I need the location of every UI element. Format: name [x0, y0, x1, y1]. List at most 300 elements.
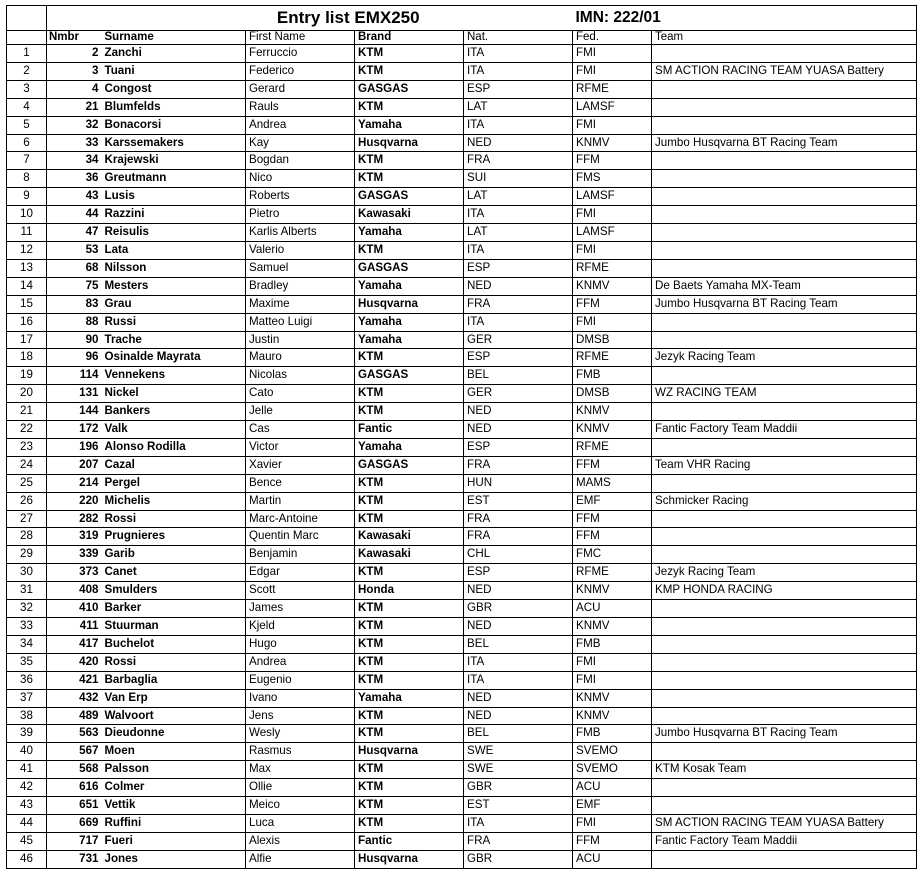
rider-first-name: Valerio: [246, 241, 355, 259]
rider-federation: FMB: [573, 635, 652, 653]
row-index: 27: [7, 510, 47, 528]
rider-nationality: NED: [464, 403, 573, 421]
rider-team: [652, 98, 917, 116]
rider-brand: Yamaha: [355, 313, 464, 331]
rider-federation: FMI: [573, 241, 652, 259]
row-index: 16: [7, 313, 47, 331]
table-row: [7, 456, 917, 474]
rider-surname: Nilsson: [102, 259, 246, 277]
rider-number: 75: [47, 277, 102, 295]
row-index: 37: [7, 689, 47, 707]
rider-brand: KTM: [355, 635, 464, 653]
rider-federation: LAMSF: [573, 98, 652, 116]
row-index: 13: [7, 259, 47, 277]
rider-surname: Smulders: [102, 582, 246, 600]
rider-number: 36: [47, 170, 102, 188]
rider-nationality: GBR: [464, 850, 573, 868]
rider-brand: KTM: [355, 707, 464, 725]
row-index: 2: [7, 62, 47, 80]
rider-surname: Tuani: [102, 62, 246, 80]
rider-first-name: Hugo: [246, 635, 355, 653]
rider-number: 53: [47, 241, 102, 259]
rider-nationality: ESP: [464, 438, 573, 456]
rider-surname: Greutmann: [102, 170, 246, 188]
rider-team: Schmicker Racing: [652, 492, 917, 510]
header-surname: Surname: [102, 31, 246, 45]
rider-brand: Kawasaki: [355, 528, 464, 546]
rider-number: 131: [47, 385, 102, 403]
rider-surname: Jones: [102, 850, 246, 868]
rider-federation: FFM: [573, 295, 652, 313]
rider-number: 144: [47, 403, 102, 421]
rider-federation: FMI: [573, 116, 652, 134]
entry-rows: [7, 45, 917, 869]
rider-surname: Ruffini: [102, 814, 246, 832]
rider-number: 651: [47, 797, 102, 815]
row-index: 41: [7, 761, 47, 779]
rider-team: [652, 653, 917, 671]
rider-nationality: ITA: [464, 206, 573, 224]
rider-first-name: Samuel: [246, 259, 355, 277]
rider-nationality: ITA: [464, 45, 573, 63]
rider-surname: Blumfelds: [102, 98, 246, 116]
rider-nationality: FRA: [464, 832, 573, 850]
rider-nationality: NED: [464, 689, 573, 707]
rider-team: Jumbo Husqvarna BT Racing Team: [652, 134, 917, 152]
rider-first-name: Maxime: [246, 295, 355, 313]
row-index: 31: [7, 582, 47, 600]
column-header-row: [7, 31, 917, 45]
table-row: [7, 45, 917, 63]
rider-nationality: NED: [464, 582, 573, 600]
table-row: [7, 331, 917, 349]
rider-brand: KTM: [355, 618, 464, 636]
row-index: 1: [7, 45, 47, 63]
rider-surname: Bankers: [102, 403, 246, 421]
rider-nationality: EST: [464, 492, 573, 510]
rider-brand: GASGAS: [355, 367, 464, 385]
rider-federation: RFME: [573, 259, 652, 277]
rider-number: 196: [47, 438, 102, 456]
table-row: [7, 62, 917, 80]
row-index: 4: [7, 98, 47, 116]
rider-first-name: Max: [246, 761, 355, 779]
table-row: [7, 403, 917, 421]
header-nmbr: Nmbr: [47, 31, 102, 45]
rider-federation: FMI: [573, 45, 652, 63]
rider-surname: Valk: [102, 421, 246, 439]
rider-nationality: ESP: [464, 259, 573, 277]
rider-brand: KTM: [355, 170, 464, 188]
rider-nationality: EST: [464, 797, 573, 815]
rider-brand: GASGAS: [355, 80, 464, 98]
table-row: [7, 707, 917, 725]
rider-team: SM ACTION RACING TEAM YUASA Battery: [652, 814, 917, 832]
header-first-name: First Name: [246, 31, 355, 45]
rider-first-name: Meico: [246, 797, 355, 815]
rider-first-name: Ivano: [246, 689, 355, 707]
rider-federation: FMI: [573, 814, 652, 832]
rider-team: [652, 80, 917, 98]
rider-brand: KTM: [355, 241, 464, 259]
rider-nationality: BEL: [464, 725, 573, 743]
rider-number: 47: [47, 224, 102, 242]
row-index: 8: [7, 170, 47, 188]
rider-first-name: Gerard: [246, 80, 355, 98]
rider-brand: GASGAS: [355, 259, 464, 277]
rider-nationality: ITA: [464, 313, 573, 331]
rider-nationality: NED: [464, 618, 573, 636]
table-row: [7, 618, 917, 636]
rider-number: 44: [47, 206, 102, 224]
rider-federation: MAMS: [573, 474, 652, 492]
rider-first-name: Alexis: [246, 832, 355, 850]
rider-brand: Husqvarna: [355, 134, 464, 152]
header-brand: Brand: [355, 31, 464, 45]
title-row: [7, 6, 917, 31]
rider-number: 207: [47, 456, 102, 474]
rider-first-name: Jens: [246, 707, 355, 725]
rider-federation: RFME: [573, 438, 652, 456]
rider-federation: FMI: [573, 313, 652, 331]
rider-federation: FMI: [573, 671, 652, 689]
table-row: [7, 689, 917, 707]
table-row: [7, 116, 917, 134]
rider-federation: FMI: [573, 62, 652, 80]
row-index: 36: [7, 671, 47, 689]
rider-federation: FFM: [573, 152, 652, 170]
rider-number: 68: [47, 259, 102, 277]
rider-first-name: James: [246, 600, 355, 618]
header-nat: Nat.: [464, 31, 573, 45]
table-row: [7, 170, 917, 188]
rider-surname: Lusis: [102, 188, 246, 206]
rider-nationality: NED: [464, 134, 573, 152]
rider-team: [652, 671, 917, 689]
rider-first-name: Nicolas: [246, 367, 355, 385]
rider-team: [652, 45, 917, 63]
table-row: [7, 528, 917, 546]
rider-brand: Yamaha: [355, 689, 464, 707]
rider-surname: Michelis: [102, 492, 246, 510]
table-row: [7, 277, 917, 295]
rider-surname: Buchelot: [102, 635, 246, 653]
row-index: 40: [7, 743, 47, 761]
rider-number: 114: [47, 367, 102, 385]
rider-federation: ACU: [573, 600, 652, 618]
rider-team: [652, 438, 917, 456]
rider-brand: Fantic: [355, 421, 464, 439]
row-index: 14: [7, 277, 47, 295]
rider-team: [652, 850, 917, 868]
row-index: 21: [7, 403, 47, 421]
rider-number: 717: [47, 832, 102, 850]
rider-first-name: Kay: [246, 134, 355, 152]
row-index: 33: [7, 618, 47, 636]
rider-team: [652, 546, 917, 564]
rider-brand: KTM: [355, 779, 464, 797]
rider-surname: Mesters: [102, 277, 246, 295]
row-index: 28: [7, 528, 47, 546]
rider-team: Fantic Factory Team Maddii: [652, 832, 917, 850]
rider-brand: Honda: [355, 582, 464, 600]
rider-brand: KTM: [355, 385, 464, 403]
row-index: 38: [7, 707, 47, 725]
entry-list-table: [6, 5, 917, 869]
rider-number: 172: [47, 421, 102, 439]
rider-surname: Garib: [102, 546, 246, 564]
rider-number: 411: [47, 618, 102, 636]
rider-federation: LAMSF: [573, 224, 652, 242]
row-index: 12: [7, 241, 47, 259]
rider-number: 417: [47, 635, 102, 653]
rider-nationality: BEL: [464, 367, 573, 385]
rider-team: KTM Kosak Team: [652, 761, 917, 779]
rider-federation: KNMV: [573, 134, 652, 152]
row-index: 6: [7, 134, 47, 152]
rider-team: [652, 241, 917, 259]
rider-surname: Nickel: [102, 385, 246, 403]
table-row: [7, 134, 917, 152]
rider-nationality: ITA: [464, 671, 573, 689]
rider-brand: KTM: [355, 600, 464, 618]
rider-team: [652, 618, 917, 636]
rider-team: [652, 797, 917, 815]
rider-federation: KNMV: [573, 421, 652, 439]
rider-first-name: Rauls: [246, 98, 355, 116]
rider-number: 489: [47, 707, 102, 725]
rider-first-name: Nico: [246, 170, 355, 188]
rider-nationality: SWE: [464, 743, 573, 761]
imn-number: IMN: 222/01: [573, 6, 917, 31]
rider-first-name: Martin: [246, 492, 355, 510]
table-row: [7, 421, 917, 439]
rider-number: 4: [47, 80, 102, 98]
row-index: 9: [7, 188, 47, 206]
table-row: [7, 797, 917, 815]
rider-team: [652, 313, 917, 331]
rider-brand: KTM: [355, 761, 464, 779]
rider-surname: Reisulis: [102, 224, 246, 242]
rider-nationality: GBR: [464, 600, 573, 618]
row-index: 3: [7, 80, 47, 98]
rider-nationality: FRA: [464, 510, 573, 528]
rider-surname: Alonso Rodilla: [102, 438, 246, 456]
rider-team: [652, 743, 917, 761]
rider-team: [652, 528, 917, 546]
rider-federation: FMI: [573, 653, 652, 671]
table-row: [7, 832, 917, 850]
rider-surname: Van Erp: [102, 689, 246, 707]
rider-first-name: Cas: [246, 421, 355, 439]
rider-first-name: Luca: [246, 814, 355, 832]
rider-federation: ACU: [573, 779, 652, 797]
rider-number: 731: [47, 850, 102, 868]
rider-brand: GASGAS: [355, 456, 464, 474]
rider-number: 214: [47, 474, 102, 492]
rider-brand: KTM: [355, 474, 464, 492]
rider-number: 319: [47, 528, 102, 546]
rider-first-name: Bence: [246, 474, 355, 492]
rider-nationality: NED: [464, 421, 573, 439]
table-row: [7, 743, 917, 761]
table-row: [7, 814, 917, 832]
rider-brand: KTM: [355, 564, 464, 582]
table-row: [7, 546, 917, 564]
rider-team: [652, 188, 917, 206]
table-row: [7, 367, 917, 385]
table-row: [7, 582, 917, 600]
row-index: 43: [7, 797, 47, 815]
table-row: [7, 152, 917, 170]
row-index: 32: [7, 600, 47, 618]
row-index: 39: [7, 725, 47, 743]
rider-team: SM ACTION RACING TEAM YUASA Battery: [652, 62, 917, 80]
rider-federation: RFME: [573, 80, 652, 98]
row-index: 19: [7, 367, 47, 385]
row-index: 22: [7, 421, 47, 439]
title-left-cell: [7, 6, 47, 31]
rider-brand: KTM: [355, 62, 464, 80]
rider-team: [652, 635, 917, 653]
rider-surname: Cazal: [102, 456, 246, 474]
row-index: 15: [7, 295, 47, 313]
rider-federation: FMB: [573, 725, 652, 743]
row-index: 25: [7, 474, 47, 492]
row-index: 17: [7, 331, 47, 349]
rider-number: 432: [47, 689, 102, 707]
rider-number: 568: [47, 761, 102, 779]
rider-first-name: Justin: [246, 331, 355, 349]
rider-surname: Congost: [102, 80, 246, 98]
row-index: 23: [7, 438, 47, 456]
rider-brand: KTM: [355, 797, 464, 815]
row-index: 18: [7, 349, 47, 367]
rider-team: [652, 367, 917, 385]
table-row: [7, 313, 917, 331]
rider-number: 408: [47, 582, 102, 600]
rider-surname: Vettik: [102, 797, 246, 815]
rider-first-name: Mauro: [246, 349, 355, 367]
row-index: 24: [7, 456, 47, 474]
rider-brand: KTM: [355, 814, 464, 832]
rider-surname: Palsson: [102, 761, 246, 779]
rider-team: Fantic Factory Team Maddii: [652, 421, 917, 439]
rider-team: [652, 707, 917, 725]
rider-nationality: LAT: [464, 224, 573, 242]
rider-brand: KTM: [355, 349, 464, 367]
row-index: 46: [7, 850, 47, 868]
row-index: 29: [7, 546, 47, 564]
rider-team: [652, 152, 917, 170]
rider-first-name: Edgar: [246, 564, 355, 582]
rider-team: [652, 510, 917, 528]
rider-first-name: Alfie: [246, 850, 355, 868]
rider-surname: Dieudonne: [102, 725, 246, 743]
rider-team: Jumbo Husqvarna BT Racing Team: [652, 295, 917, 313]
rider-federation: DMSB: [573, 331, 652, 349]
rider-team: [652, 600, 917, 618]
rider-team: [652, 779, 917, 797]
rider-team: [652, 474, 917, 492]
row-index: 20: [7, 385, 47, 403]
table-row: [7, 600, 917, 618]
rider-surname: Barker: [102, 600, 246, 618]
rider-first-name: Xavier: [246, 456, 355, 474]
rider-federation: FMC: [573, 546, 652, 564]
rider-nationality: GER: [464, 331, 573, 349]
rider-team: [652, 689, 917, 707]
rider-brand: KTM: [355, 725, 464, 743]
table-row: [7, 206, 917, 224]
rider-team: De Baets Yamaha MX-Team: [652, 277, 917, 295]
rider-first-name: Matteo Luigi: [246, 313, 355, 331]
rider-team: KMP HONDA RACING: [652, 582, 917, 600]
rider-first-name: Kjeld: [246, 618, 355, 636]
rider-federation: RFME: [573, 349, 652, 367]
rider-federation: FFM: [573, 456, 652, 474]
rider-federation: FMB: [573, 367, 652, 385]
rider-surname: Grau: [102, 295, 246, 313]
rider-first-name: Jelle: [246, 403, 355, 421]
rider-brand: Kawasaki: [355, 206, 464, 224]
rider-team: [652, 259, 917, 277]
rider-number: 2: [47, 45, 102, 63]
rider-nationality: GBR: [464, 779, 573, 797]
rider-number: 96: [47, 349, 102, 367]
rider-nationality: FRA: [464, 528, 573, 546]
rider-number: 88: [47, 313, 102, 331]
table-row: [7, 188, 917, 206]
rider-federation: KNMV: [573, 689, 652, 707]
rider-team: WZ RACING TEAM: [652, 385, 917, 403]
row-index: 11: [7, 224, 47, 242]
header-team: Team: [652, 31, 917, 45]
table-row: [7, 779, 917, 797]
rider-team: Jezyk Racing Team: [652, 349, 917, 367]
row-index: 42: [7, 779, 47, 797]
rider-federation: KNMV: [573, 582, 652, 600]
rider-number: 339: [47, 546, 102, 564]
rider-nationality: NED: [464, 277, 573, 295]
rider-surname: Zanchi: [102, 45, 246, 63]
rider-number: 33: [47, 134, 102, 152]
rider-surname: Trache: [102, 331, 246, 349]
rider-federation: FMI: [573, 206, 652, 224]
rider-surname: Colmer: [102, 779, 246, 797]
rider-first-name: Victor: [246, 438, 355, 456]
rider-number: 90: [47, 331, 102, 349]
rider-first-name: Bradley: [246, 277, 355, 295]
rider-nationality: FRA: [464, 456, 573, 474]
rider-federation: DMSB: [573, 385, 652, 403]
rider-number: 21: [47, 98, 102, 116]
rider-nationality: BEL: [464, 635, 573, 653]
rider-surname: Vennekens: [102, 367, 246, 385]
rider-brand: GASGAS: [355, 188, 464, 206]
table-row: [7, 349, 917, 367]
row-index: 26: [7, 492, 47, 510]
rider-brand: Yamaha: [355, 277, 464, 295]
rider-federation: SVEMO: [573, 761, 652, 779]
rider-brand: KTM: [355, 671, 464, 689]
rider-first-name: Pietro: [246, 206, 355, 224]
rider-federation: ACU: [573, 850, 652, 868]
rider-surname: Moen: [102, 743, 246, 761]
rider-nationality: ESP: [464, 564, 573, 582]
rider-first-name: Eugenio: [246, 671, 355, 689]
rider-surname: Lata: [102, 241, 246, 259]
